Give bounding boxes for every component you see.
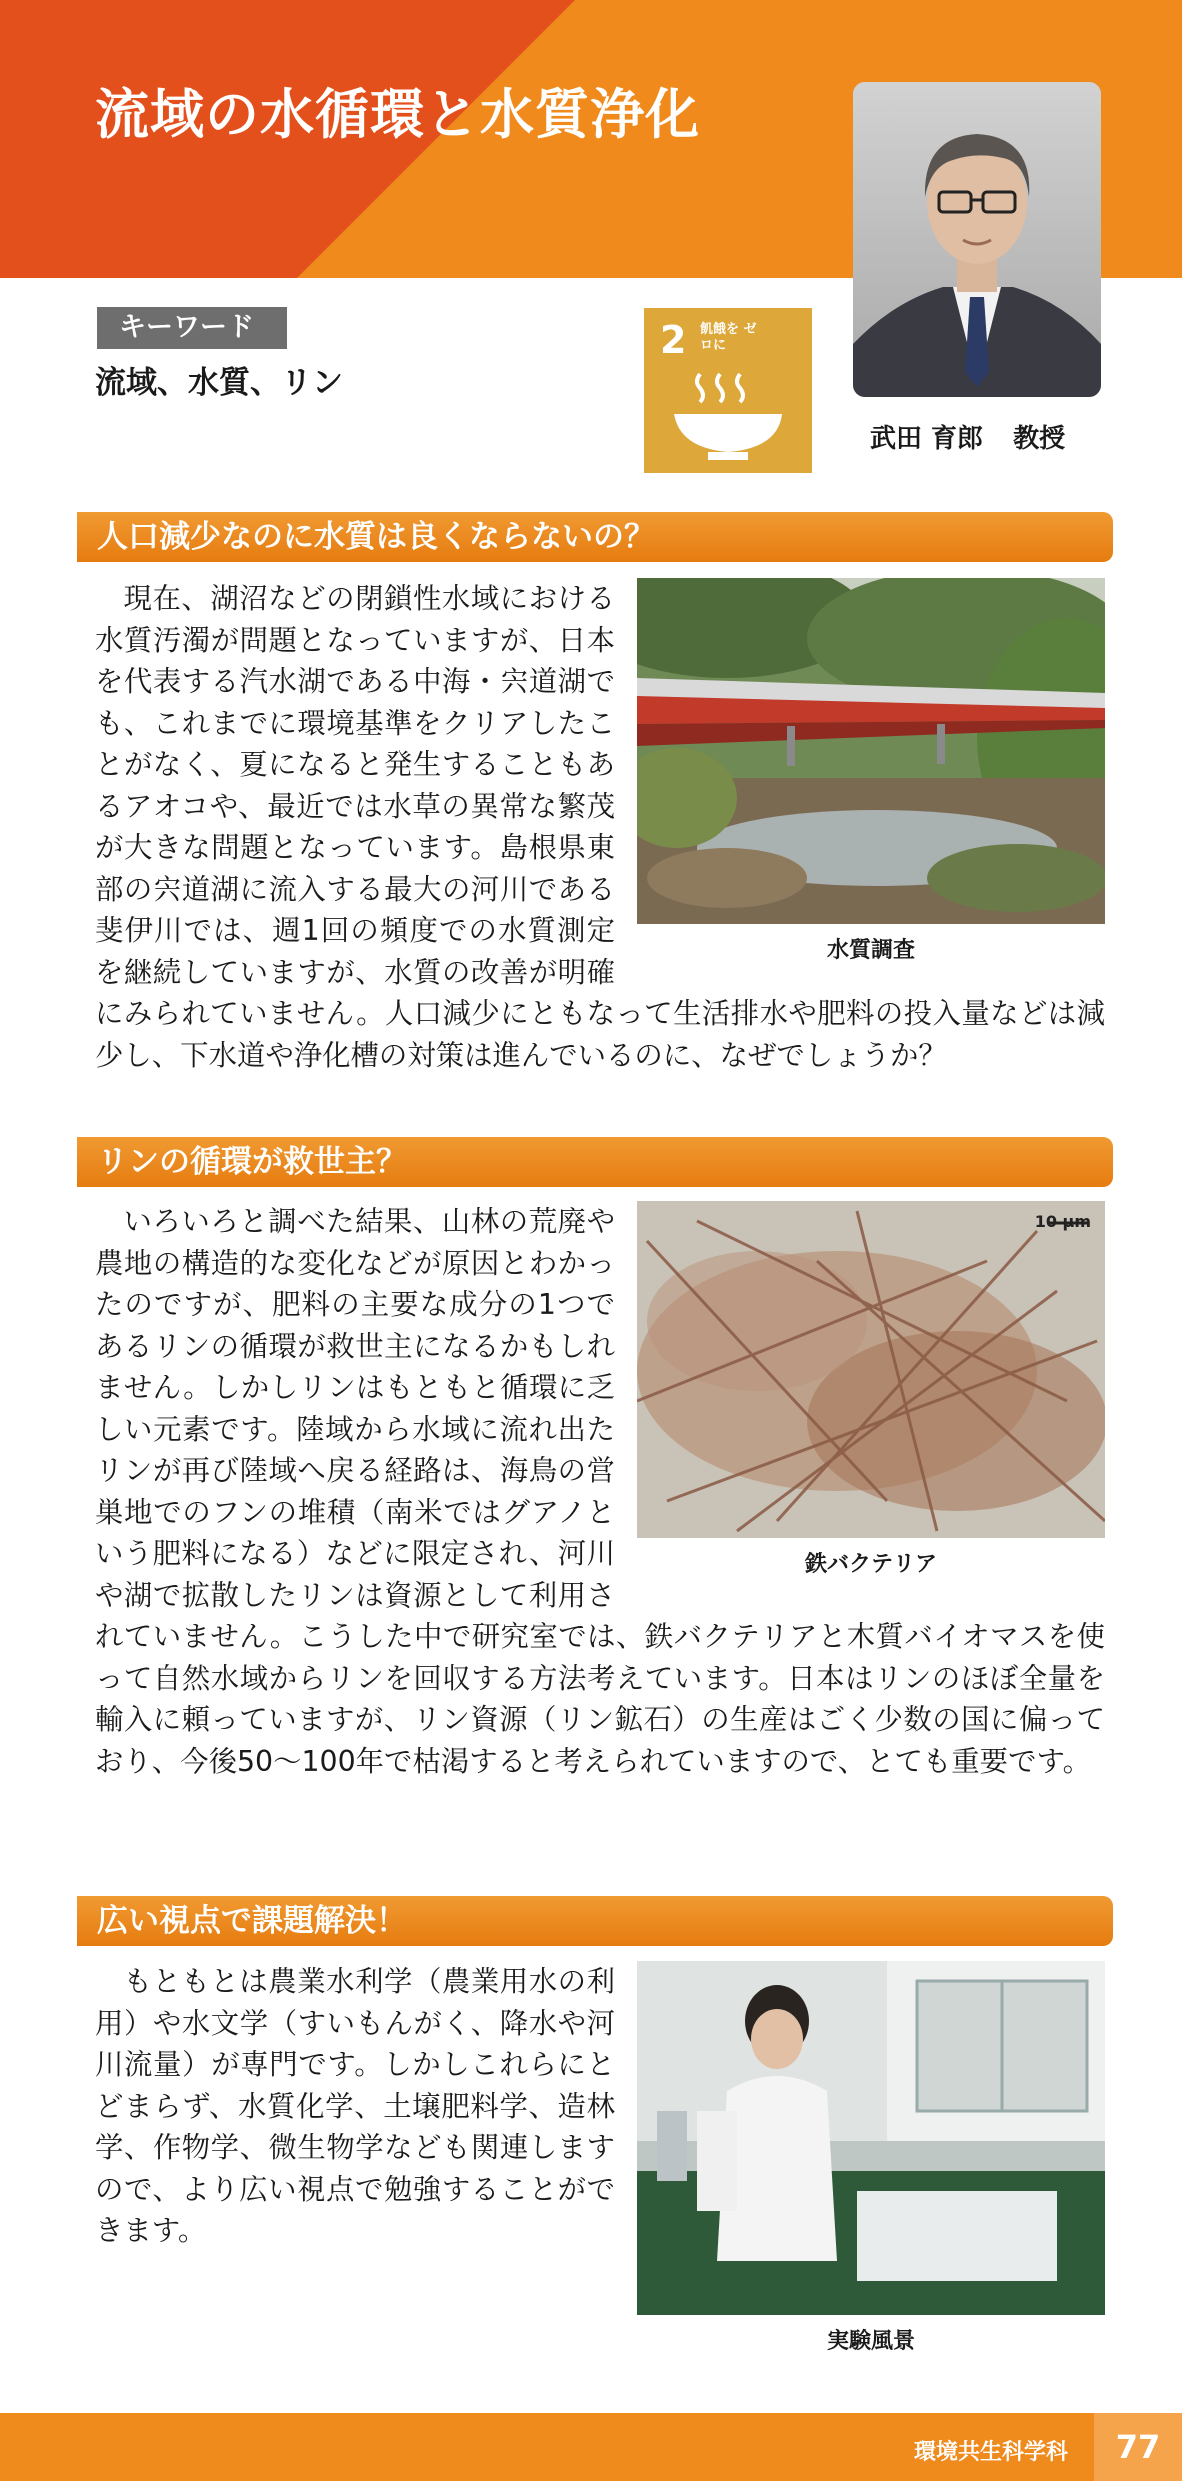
caption-lab-scene: 実験風景 (826, 2329, 915, 2354)
keyword-text: 流域、水質、リン (95, 365, 343, 401)
caption-iron-bacteria: 鉄バクテリア (804, 1552, 937, 1577)
section-heading-phosphorus: リンの循環が救世主？ (77, 1137, 1113, 1187)
section-body-phosphorus (95, 1201, 1105, 1782)
page-footer (0, 2413, 1182, 2481)
lab-scene-photo (637, 1961, 1105, 2315)
figure-iron-bacteria (637, 1201, 1105, 1586)
sdg-label: 飢餓を ゼロに (700, 322, 757, 353)
keyword-label: キーワード (97, 307, 287, 349)
page-title: 流域の水循環と水質浄化 (95, 83, 700, 146)
section-heading-population: 人口減少なのに水質は良くならないの？ (77, 512, 1113, 562)
section-text-population: 現在、湖沼などの閉鎖性水域における水質汚濁が問題となっていますが、日本を代表する汽水湖である中海・宍道湖でも、これまでに環境基準をクリアしたことがなく、夏になると発生することもあるアオコや、最近では水草の異常な繁茂が大きな問題となっています。島根県東部の宍道湖に流入する最大の河川である斐伊川では、週1回の頻度での水質測定を継続していますが、水質の改善が明確にみられていません。人口減少にともなって生活排水や肥料の投入量などは減少し、下水道や浄化槽の対策は進んでいるのに、なぜでしょうか？ (95, 582, 1105, 1072)
section-text-phosphorus: いろいろと調べた結果、山林の荒廃や農地の構造的な変化などが原因とわかったのですが、肥料の主要な成分の1つであるリンの循環が救世主になるかもしれません。しかしリンはもともと循環に乏しい元素です。陸域から水域に流れ出たリンが再び陸域へ戻る経路は、海鳥の営巣地でのフンの堆積（南米ではグアノという肥料になる）などに限定され、河川や湖で拡散したリンは資源として利用されていません。こうした中で研究室では、鉄バクテリアと木質バイオマスを使って自然水域からリンを回収する方法考えています。日本はリンのほぼ全量を輸入に頼っていますが、リン資源（リン鉱石）の生産はごく少数の国に偏っており、今後50～100年で枯渇すると考えられていますので、とても重要です。 (95, 1205, 1105, 1778)
department-name: 環境共生科学科 (913, 2440, 1068, 2465)
iron-bacteria-photo (637, 1201, 1105, 1538)
professor-rank: 教授 (1013, 424, 1066, 454)
section-heading-perspective: 広い視点で課題解決！ (77, 1896, 1113, 1946)
section-body-population (95, 578, 1105, 1076)
sdg-number: 2 (660, 318, 687, 362)
section-body-perspective (95, 1961, 1105, 2363)
professor-portrait (853, 82, 1101, 397)
professor-name: 武田 育郎 (870, 424, 984, 454)
section-text-perspective: もともとは農業水利学（農業用水の利用）や水文学（すいもんがく、降水や河川流量）が専門です。しかしこれらにとどまらず、水質化学、土壌肥料学、造林学、作物学、微生物学なども関連しますので、より広い視点で勉強することができます。 (95, 1965, 615, 2247)
caption-water-survey: 水質調査 (826, 938, 915, 963)
figure-water-survey (637, 578, 1105, 972)
sdg-badge (644, 308, 812, 473)
water-survey-photo (637, 578, 1105, 924)
figure-lab-scene (637, 1961, 1105, 2363)
scale-bar-label: 10 μm (1034, 1212, 1091, 1231)
professor-name-line (870, 418, 1065, 455)
page-number: 77 (1094, 2413, 1182, 2481)
bowl-icon (670, 370, 786, 460)
